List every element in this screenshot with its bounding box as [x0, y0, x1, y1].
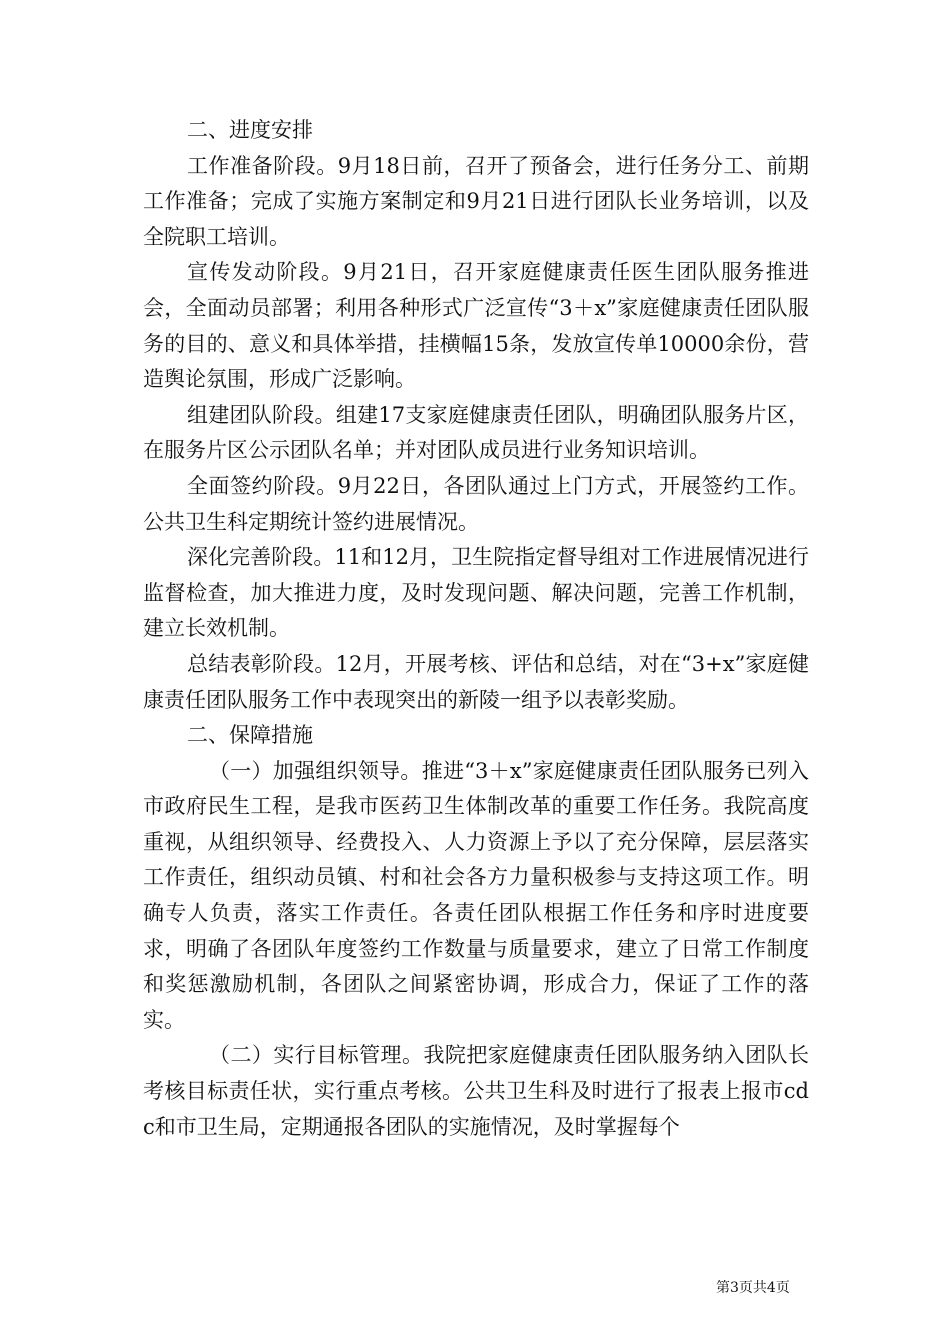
- section-heading-measures: 二、保障措施: [187, 723, 313, 748]
- section-heading-schedule: 二、进度安排: [187, 118, 313, 142]
- paragraph-target-management: （二）实行目标管理。我院把家庭健康责任团队服务纳入团队长考核目标责任状，实行重点考核。公共卫生科及时进行了报表上报市cdc和市卫生局，定期通报各团队的实施情况，及时掌握每个: [143, 1043, 809, 1139]
- page-indicator: 第3页共4页: [716, 1280, 790, 1296]
- paragraph-signing-stage: 全面签约阶段。9月22日，各团队通过上门方式，开展签约工作。公共卫生科定期统计签约进展情况。: [143, 473, 809, 534]
- paragraph-leadership: （一）加强组织领导。推进“3＋x”家庭健康责任团队服务已列入市政府民生工程，是我市医药卫生体制改革的重要工作任务。我院高度重视，从组织领导、经费投入、人力资源上予以了充分保障，层层落实工作责任，组织动员镇、村和社会各方力量积极参与支持这项工作。明确专人负责，落实工作责任。各责任团队根据工作任务和序时进度要求，明确了各团队年度签约工作数量与质量要求，建立了日常工作制度和奖惩激励机制，各团队之间紧密协调，形成合力，保证了工作的落实。: [143, 758, 809, 1032]
- paragraph-preparation-stage: 工作准备阶段。9月18日前，召开了预备会，进行任务分工、前期工作准备；完成了实施方案制定和9月21日进行团队长业务培训，以及全院职工培训。: [143, 153, 809, 249]
- document-body: [143, 113, 809, 1145]
- paragraph-team-building-stage: 组建团队阶段。组建17支家庭健康责任团队，明确团队服务片区，在服务片区公示团队名单；并对团队成员进行业务知识培训。: [143, 402, 809, 463]
- paragraph-deepening-stage: 深化完善阶段。11和12月，卫生院指定督导组对工作进展情况进行监督检查，加大推进力度，及时发现问题、解决问题，完善工作机制，建立长效机制。: [143, 545, 809, 641]
- paragraph-publicity-stage: 宣传发动阶段。9月21日，召开家庭健康责任医生团队服务推进会，全面动员部署；利用各种形式广泛宣传“3＋x”家庭健康责任团队服务的目的、意义和具体举措，挂横幅15条，发放宣传单10000余份，营造舆论氛围，形成广泛影响。: [143, 260, 809, 392]
- paragraph-summary-stage: 总结表彰阶段。12月，开展考核、评估和总结，对在“3+x”家庭健康责任团队服务工作中表现突出的新陵一组予以表彰奖励。: [143, 651, 809, 712]
